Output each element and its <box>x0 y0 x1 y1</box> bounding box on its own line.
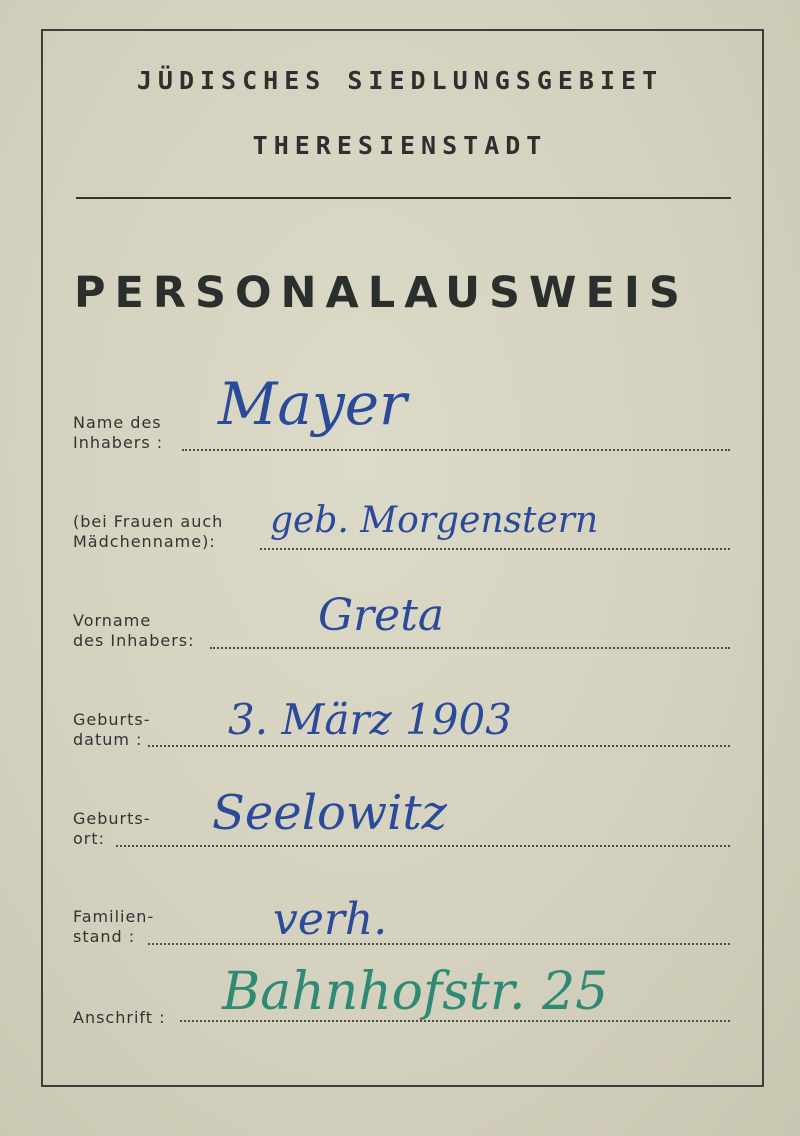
label-first-line2: des Inhabers: <box>73 631 195 650</box>
header-line-1: JÜDISCHES SIEDLUNGSGEBIET <box>136 66 664 95</box>
value-first-name: Greta <box>318 590 445 641</box>
label-birthplace-line2: ort: <box>73 829 106 848</box>
label-maiden-line2: Mädchenname): <box>73 532 216 551</box>
label-name <box>73 413 163 453</box>
value-maiden-name: geb. Morgenstern <box>270 500 599 541</box>
dotline-first-name <box>210 647 730 649</box>
label-birth-date <box>73 710 151 750</box>
value-address: Bahnhofstr. 25 <box>222 962 609 1022</box>
label-marital-line2: stand : <box>73 927 136 946</box>
dotline-maiden-name <box>260 548 730 550</box>
label-address-line1: Anschrift : <box>73 1008 166 1027</box>
label-birthdate-line1: Geburts- <box>73 710 151 729</box>
header-line-2: THERESIENSTADT <box>252 131 548 160</box>
document-title: PERSONALAUSWEIS <box>74 268 689 318</box>
label-first-line1: Vorname <box>73 611 152 630</box>
label-name-line2: Inhabers : <box>73 433 164 452</box>
dotline-birth-date <box>148 745 730 747</box>
label-address <box>73 1008 165 1028</box>
label-marital-line1: Familien- <box>73 907 155 926</box>
dotline-marital-status <box>148 943 730 945</box>
label-birth-place <box>73 809 151 849</box>
value-name: Mayer <box>218 370 407 438</box>
value-marital-status: verh. <box>273 894 388 945</box>
value-birth-date: 3. März 1903 <box>228 695 512 744</box>
label-marital-status <box>73 907 154 947</box>
label-maiden-name <box>73 512 223 552</box>
dotline-birth-place <box>116 845 730 847</box>
label-name-line1: Name des <box>73 413 162 432</box>
label-birthdate-line2: datum : <box>73 730 143 749</box>
value-birth-place: Seelowitz <box>212 785 447 841</box>
label-maiden-line1: (bei Frauen auch <box>73 512 224 531</box>
label-first-name <box>73 611 195 651</box>
header-divider <box>76 197 731 199</box>
label-birthplace-line1: Geburts- <box>73 809 151 828</box>
dotline-name <box>182 449 730 451</box>
